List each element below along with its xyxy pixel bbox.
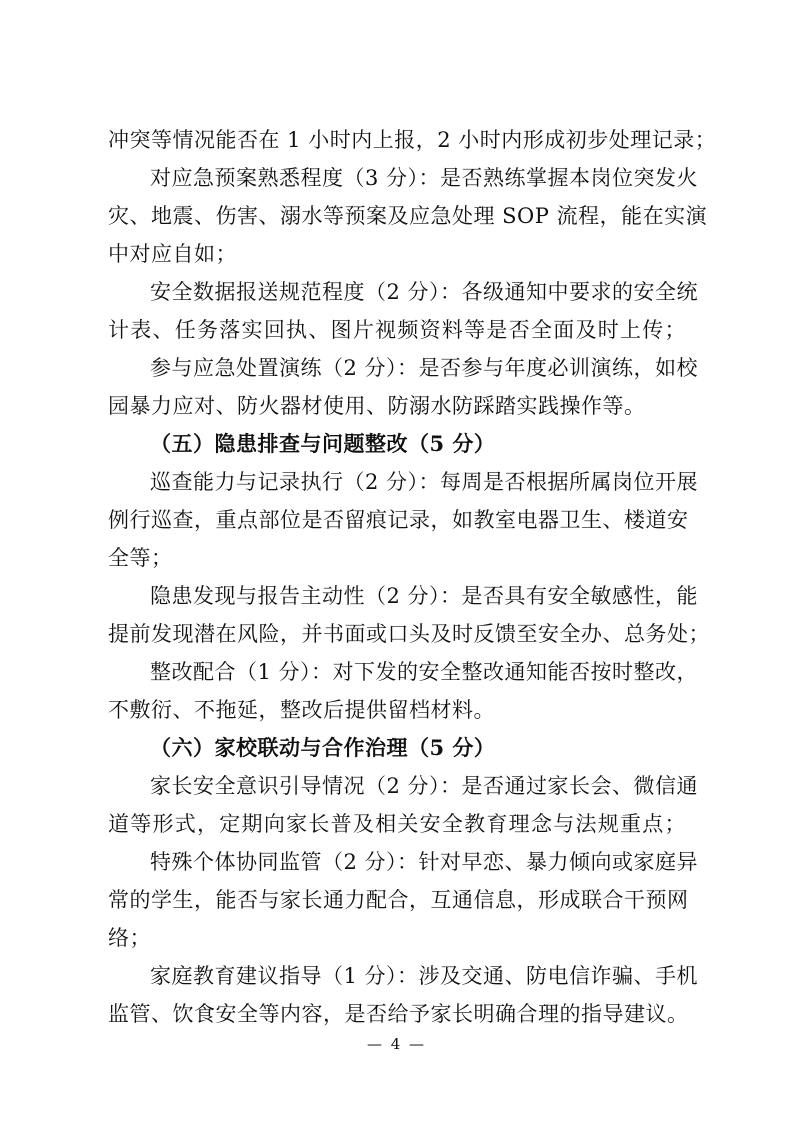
text-line-19: 道等形式，定期向家长普及相关安全教育理念与法规重点；	[108, 812, 686, 836]
section-heading-6: （六）家校联动与合作治理（5 分）	[150, 735, 496, 760]
text-line-22: 络；	[108, 926, 151, 950]
text-line-21: 常的学生，能否与家长通力配合，互通信息，形成联合干预网	[108, 888, 689, 912]
text-line-6: 计表、任务落实回执、图片视频资料等是否全面及时上传；	[108, 318, 686, 342]
text-line-10: 巡查能力与记录执行（2 分）：每周是否根据所属岗位开展	[150, 470, 699, 494]
section-heading-5: （五）隐患排查与问题整改（5 分）	[150, 431, 496, 456]
text-line-7: 参与应急处置演练（2 分）：是否参与年度必训演练，如校	[150, 356, 699, 380]
text-line-15: 整改配合（1 分）：对下发的安全整改通知能否按时整改，	[150, 660, 699, 684]
text-line-13: 隐患发现与报告主动性（2 分）：是否具有安全敏感性，能	[150, 584, 699, 608]
text-line-3: 灾、地震、伤害、溺水等预案及应急处理 SOP 流程，能在实演	[108, 204, 708, 228]
text-line-1: 冲突等情况能否在 1 小时内上报，2 小时内形成初步处理记录；	[108, 128, 717, 152]
page-number: — 4 —	[366, 1035, 427, 1053]
text-line-16: 不敷衍、不拖延，整改后提供留档材料。	[108, 698, 495, 722]
text-line-12: 全等；	[108, 546, 173, 570]
text-line-11: 例行巡查，重点部位是否留痕记录，如教室电器卫生、楼道安	[108, 508, 689, 532]
text-line-4: 中对应自如；	[108, 242, 237, 266]
text-line-18: 家长安全意识引导情况（2 分）：是否通过家长会、微信通	[150, 774, 699, 798]
text-line-24: 监管、饮食安全等内容，是否给予家长明确合理的指导建议。	[108, 1002, 689, 1026]
text-line-14: 提前发现潜在风险，并书面或口头及时反馈至安全办、总务处；	[108, 622, 710, 646]
text-line-2: 对应急预案熟悉程度（3 分）：是否熟练掌握本岗位突发火	[150, 166, 699, 190]
text-line-23: 家庭教育建议指导（1 分）：涉及交通、防电信诈骗、手机	[150, 964, 699, 988]
text-line-20: 特殊个体协同监管（2 分）：针对早恋、暴力倾向或家庭异	[150, 850, 699, 874]
text-line-8: 园暴力应对、防火器材使用、防溺水防踩踏实践操作等。	[108, 394, 646, 418]
text-line-5: 安全数据报送规范程度（2 分）：各级通知中要求的安全统	[150, 280, 699, 304]
